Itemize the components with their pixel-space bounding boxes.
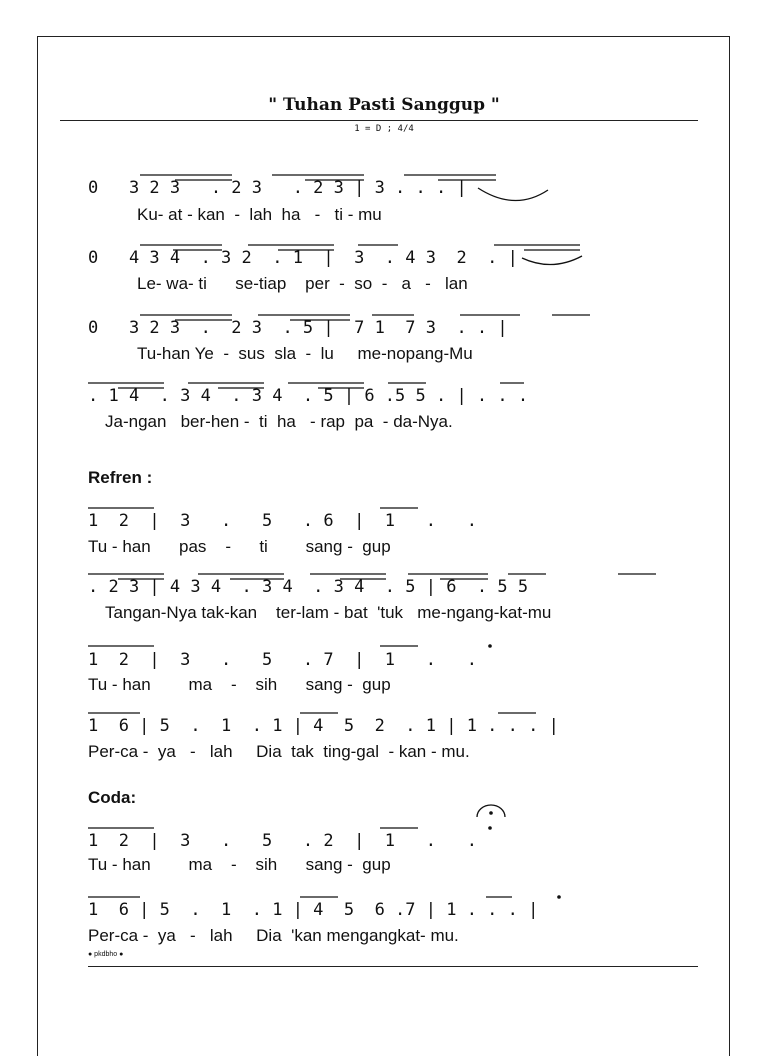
coda-lyrics-2: Per-ca - ya - lah Dia 'kan mengangkat- mu. <box>88 926 459 945</box>
footer-signature: ● pkdbho ● <box>88 951 124 958</box>
verse-lyrics-2: Le- wa- ti se-tiap per - so - a - lan <box>137 274 468 293</box>
verse-lyrics-3: Tu-han Ye - sus sla - lu me-nopang-Mu <box>137 344 473 363</box>
coda-notes-1: 1 2 | 3 . 5 . 2 | 1 . . <box>88 831 477 851</box>
slur <box>522 256 582 265</box>
fermata <box>477 805 505 817</box>
verse-notes-4: . 1 4 . 3 4 . 3 4 . 5 | 6 .5 5 . | . . . <box>88 386 529 406</box>
verse-notes-2: 0 4 3 4 . 3 2 . 1 | 3 . 4 3 2 . | <box>88 248 518 268</box>
song-title: " Tuhan Pasti Sanggup " <box>268 95 500 115</box>
coda-lyrics-1: Tu - han ma - sih sang - gup <box>88 855 391 874</box>
refrain-notes-4: 1 6 | 5 . 1 . 1 | 4 5 2 . 1 | 1 . . . | <box>88 716 559 736</box>
refrain-heading: Refren : <box>88 468 153 487</box>
octave-dot <box>488 826 492 830</box>
refrain-notes-2: . 2 3 | 4 3 4 . 3 4 . 3 4 . 5 | 6 . 5 5 <box>88 577 529 597</box>
slur <box>478 188 548 201</box>
coda-notes-2: 1 6 | 5 . 1 . 1 | 4 5 6 .7 | 1 . . . | <box>88 900 539 920</box>
verse-lyrics-4: Ja-ngan ber-hen - ti ha - rap pa - da-Nya. <box>105 412 453 431</box>
verse-lyrics-1: Ku- at - kan - lah ha - ti - mu <box>137 205 382 224</box>
octave-dot <box>557 895 561 899</box>
octave-dot <box>488 644 492 648</box>
refrain-lyrics-3: Tu - han ma - sih sang - gup <box>88 675 391 694</box>
fermata-dot <box>489 811 493 815</box>
refrain-lyrics-4: Per-ca - ya - lah Dia tak ting-gal - kan - mu. <box>88 742 470 761</box>
refrain-notes-1: 1 2 | 3 . 5 . 6 | 1 . . <box>88 511 477 531</box>
verse-notes-1: 0 3 2 3 . 2 3 . 2 3 | 3 . . . | <box>88 178 467 198</box>
key-signature: 1 = D ; 4/4 <box>354 124 414 134</box>
refrain-notes-3: 1 2 | 3 . 5 . 7 | 1 . . <box>88 650 477 670</box>
refrain-lyrics-1: Tu - han pas - ti sang - gup <box>88 537 391 556</box>
verse-notes-3: 0 3 2 3 . 2 3 . 5 | 7 1 7 3 . . | <box>88 318 508 338</box>
coda-heading: Coda: <box>88 788 137 807</box>
refrain-lyrics-2: Tangan-Nya tak-kan ter-lam - bat 'tuk me-ngang-kat-mu <box>105 603 552 622</box>
